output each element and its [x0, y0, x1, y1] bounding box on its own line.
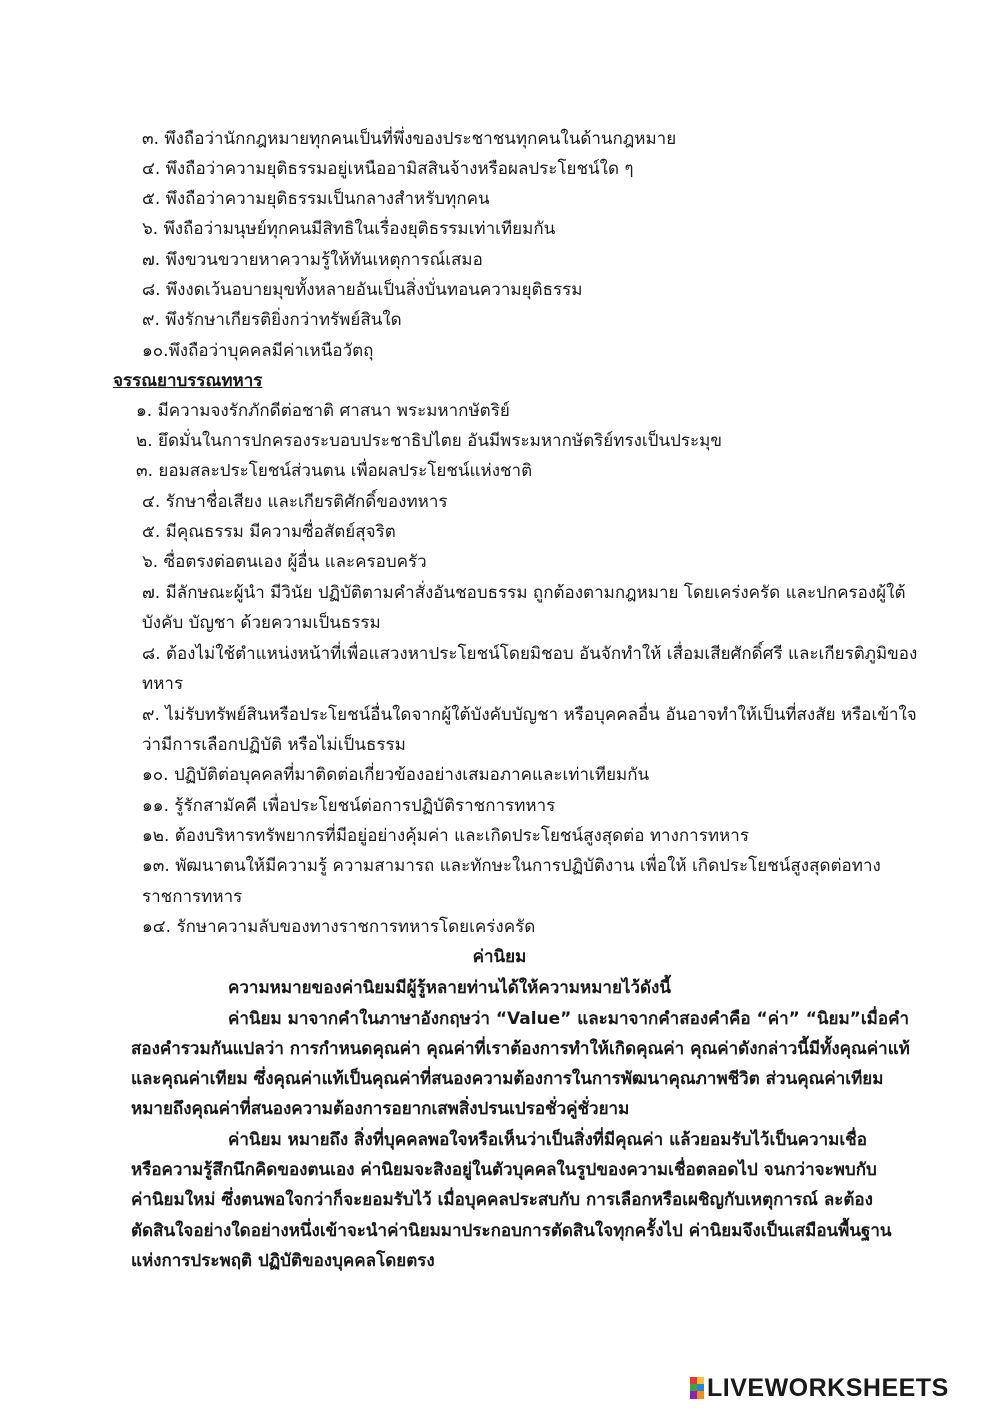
paragraph-line: และคุณค่าเทียม ซึ่งคุณค่าแท้เป็นคุณค่าที่สนองความต้องการในการพัฒนาคุณภาพชีวิต ส่วนคุณค่าเทียม	[131, 1069, 884, 1089]
list-item-continuation: ราชการทหาร	[142, 887, 243, 907]
list-item: ๘. พึงงดเว้นอบายมุขทั้งหลายอันเป็นสิ่งบั่นทอนความยุติธรรม	[142, 280, 583, 300]
list-item: ๖. ซื่อตรงต่อตนเอง ผู้อื่น และครอบครัว	[142, 552, 427, 572]
section-heading: จรรณยาบรรณทหาร	[113, 371, 263, 391]
paragraph-line: ค่านิยม หมายถึง สิ่งที่บุคคลพอใจหรือเห็นว่าเป็นสิ่งที่มีคุณค่า แล้วยอมรับไว้เป็นความเชื่อ	[228, 1130, 867, 1150]
list-item: ๑๔. รักษาความลับของทางราชการทหารโดยเคร่งครัด	[142, 917, 536, 937]
paragraph-line: แห่งการประพฤติ ปฏิบัติของบุคคลโดยตรง	[131, 1251, 435, 1271]
list-item: ๑๒. ต้องบริหารทรัพยากรที่มีอยู่อย่างคุ้มค่า และเกิดประโยชน์สูงสุดต่อ ทางการทหาร	[142, 826, 749, 846]
logo-square	[690, 1377, 697, 1384]
liveworksheets-logo-icon	[690, 1377, 704, 1399]
list-item: ๙. ไม่รับทรัพย์สินหรือประโยชน์อื่นใดจากผู้ใต้บังคับบัญชา หรือบุคคลอื่น อันอาจทำให้เป็นที่สงสัย หรือเข้าใจ	[142, 705, 917, 725]
section-title: ค่านิยม	[472, 947, 527, 967]
list-item: ๑๐.พึงถือว่าบุคคลมีค่าเหนือวัตถุ	[142, 341, 374, 361]
list-item: ๑. มีความจงรักภักดีต่อชาติ ศาสนา พระมหากษัตริย์	[136, 401, 510, 421]
list-item-continuation: ทหาร	[142, 674, 184, 694]
list-item-continuation: บังคับ บัญชา ด้วยความเป็นธรรม	[142, 613, 381, 633]
list-item: ๑๐. ปฏิบัติต่อบุคคลที่มาติดต่อเกี่ยวข้องอย่างเสมอภาคและเท่าเทียมกัน	[142, 765, 650, 785]
list-item: ๓. พึงถือว่านักกฎหมายทุกคนเป็นที่พึ่งของประชาชนทุกคนในด้านกฎหมาย	[142, 129, 677, 149]
logo-square	[697, 1384, 704, 1391]
paragraph-line: ตัดสินใจอย่างใดอย่างหนึ่งเข้าจะนำค่านิยมมาประกอบการตัดสินใจทุกครั้งไป ค่านิยมจึงเป็นเสมือนพื้นฐาน	[131, 1221, 892, 1241]
paragraph-line: ค่านิยม มาจากคำในภาษาอังกฤษว่า “Value” และมาจากคำสองคำคือ “ค่า” “นิยม”เมื่อคำ	[228, 1009, 909, 1029]
paragraph-line: หมายถึงคุณค่าที่สนองความต้องการอยากเสพสิ่งปรนเปรอชั่วคู่ชั่วยาม	[131, 1099, 630, 1119]
list-item: ๓. ยอมสละประโยชน์ส่วนตน เพื่อผลประโยชน์แห่งชาติ	[136, 461, 533, 481]
logo-text: LIVEWORKSHEETS	[707, 1373, 949, 1402]
list-item-continuation: ว่ามีการเลือกปฏิบัติ หรือไม่เป็นธรรม	[142, 735, 406, 755]
logo-square	[690, 1391, 697, 1399]
list-item: ๔. พึงถือว่าความยุติธรรมอยู่เหนืออามิสสินจ้างหรือผลประโยชน์ใด ๆ	[142, 159, 634, 179]
paragraph-line: สองคำรวมกันแปลว่า การกำหนดคุณค่า คุณค่าที่เราต้องการทำให้เกิดคุณค่า คุณค่าดังกล่าวนี้มีทั้งคุณค่าแท้	[131, 1039, 910, 1059]
list-item: ๖. พึงถือว่ามนุษย์ทุกคนมีสิทธิในเรื่องยุติธรรมเท่าเทียมกัน	[142, 219, 556, 239]
logo-square	[690, 1384, 697, 1391]
list-item: ๗. พึงขวนขวายหาความรู้ให้ทันเหตุการณ์เสมอ	[142, 250, 483, 270]
list-item: ๕. มีคุณธรรม มีความซื่อสัตย์สุจริต	[142, 522, 396, 542]
list-item: ๗. มีลักษณะผู้นำ มีวินัย ปฏิบัติตามคำสั่งอันชอบธรรม ถูกต้องตามกฎหมาย โดยเคร่งครัด และปกครองผู้ใต้	[142, 583, 906, 603]
list-item: ๔. รักษาชื่อเสียง และเกียรติศักดิ์ของทหาร	[142, 492, 448, 512]
logo-square	[697, 1391, 704, 1399]
paragraph-line: หรือความรู้สึกนึกคิดของตนเอง ค่านิยมจะสิงอยู่ในตัวบุคคลในรูปของความเชื่อตลอดไป จนกว่าจะพบกับ	[131, 1160, 877, 1180]
paragraph-line: ค่านิยมใหม่ ซึ่งตนพอใจกว่าก็จะยอมรับไว้ เมื่อบุคคลประสบกับ การเลือกหรือเผชิญกับเหตุการณ์ ละต้อง	[131, 1190, 873, 1210]
paragraph-line: ความหมายของค่านิยมมีผู้รู้หลายท่านได้ให้ความหมายไว้ดังนี้	[228, 978, 671, 998]
list-item: ๒. ยึดมั่นในการปกครองระบอบประชาธิปไตย อันมีพระมหากษัตริย์ทรงเป็นประมุข	[136, 431, 722, 451]
list-item: ๕. พึงถือว่าความยุติธรรมเป็นกลางสำหรับทุกคน	[142, 189, 490, 209]
list-item: ๙. พึงรักษาเกียรติยิ่งกว่าทรัพย์สินใด	[142, 310, 402, 330]
list-item: ๘. ต้องไม่ใช้ตำแหน่งหน้าที่เพื่อแสวงหาประโยชน์โดยมิชอบ อันจักทำให้ เสื่อมเสียศักดิ์ศรี และเกียรติภูมิของ	[142, 644, 918, 664]
list-item: ๑๓. พัฒนาตนให้มีความรู้ ความสามารถ และทักษะในการปฏิบัติงาน เพื่อให้ เกิดประโยชน์สูงสุดต่อทาง	[142, 856, 881, 876]
liveworksheets-logo	[690, 1374, 949, 1402]
list-item: ๑๑. รู้รักสามัคคี เพื่อประโยชน์ต่อการปฏิบัติราชการทหาร	[142, 796, 556, 816]
logo-square	[697, 1377, 704, 1384]
